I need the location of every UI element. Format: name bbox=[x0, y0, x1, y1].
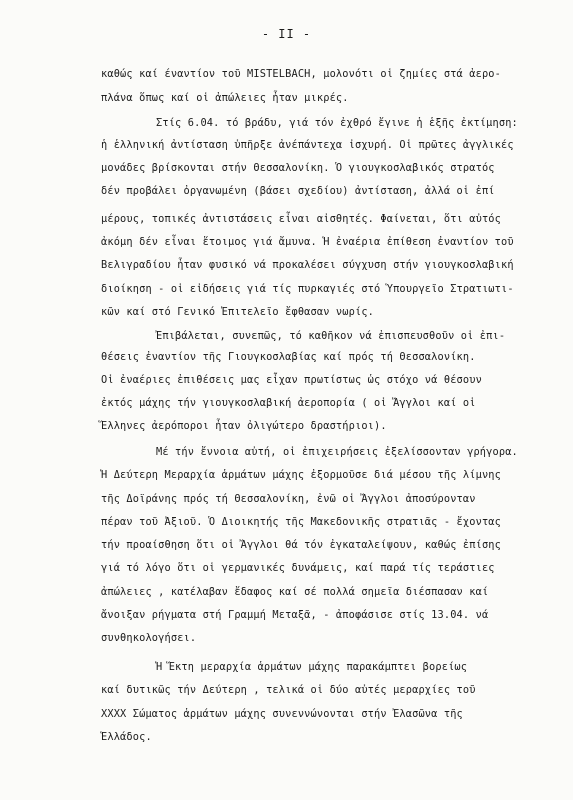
text-line: Ἐπιβάλεται, συνεπῶς, τό καθῆκον νά ἐπισπευσθοῦν οἱ ἐπι- bbox=[156, 330, 506, 342]
text-line: πλάνα ὅπως καί οἱ ἀπώλειες ἦταν μικρές. bbox=[101, 92, 349, 104]
text-line: ἄνοιξαν ρήγματα στή Γραμμή Μεταξᾶ, - ἀποφάσισε στίς 13.04. νά bbox=[101, 609, 489, 621]
text-line: κῶν καί στό Γενικό Ἐπιτελεῖο ἔφθασαν νωρίς. bbox=[101, 306, 375, 318]
text-line: Ἡ Ἕκτη μεραρχία ἁρμάτων μάχης παρακάμπτει βορείως bbox=[156, 661, 468, 673]
text-line: καθώς καί έναντίον τοῦ MISTELBACH, μολονότι οἱ ζημίες στά ἀερο- bbox=[101, 68, 502, 80]
text-line: ἡ ἑλληνική ἀντίσταση ὑπῆρξε ἀνέπάντεχα ἰσχυρή. Οἱ πρῶτες ἀγγλικές bbox=[101, 139, 514, 151]
text-line: γιά τό λόγο ὅτι οἱ γερμανικές δυνάμεις, καί παρά τίς τεράστιες bbox=[101, 562, 495, 574]
text-line: καί δυτικῶς τήν Δεύτερη , τελικά οἱ δύο αὐτές μεραρχίες τοῦ bbox=[101, 684, 476, 696]
text-line: πέραν τοῦ Ἀξιοῦ. Ὁ Διοικητής τῆς Μακεδονικῆς στρατιᾶς - ἔχοντας bbox=[101, 516, 502, 528]
text-line: Μέ τήν ἔννοια αὐτή, οἱ ἐπιχειρήσεις ἐξελίσσονταν γρήγορα. bbox=[156, 446, 518, 458]
text-line: συνθηκολογήσει. bbox=[101, 632, 197, 644]
text-line: ἀκόμη δέν εἶναι ἕτοιμος γιά ἄμυνα. Ἡ ἐναέρια ἐπίθεση ἐναντίον τοῦ bbox=[101, 236, 514, 248]
text-line: τῆς Δοϊράνης πρός τή Θεσσαλονίκη, ἐνῶ οἱ Ἄγγλοι ἀποσύρονταν bbox=[101, 493, 476, 505]
text-line: διοίκηση - οἱ εἰδήσεις γιά τίς πυρκαγιές στό Ὑπουργεῖο Στρατιωτι- bbox=[101, 283, 514, 295]
text-line: ἐκτός μάχης τήν γιουγκοσλαβική ἀεροπορία ( οἱ Ἄγγλοι καί οἱ bbox=[101, 397, 476, 409]
text-line: μέρους, τοπικές ἀντιστάσεις εἶναι αἰσθητές. Φαίνεται, ὅτι αὐτός bbox=[101, 213, 502, 225]
page-number: - II - bbox=[261, 27, 312, 41]
text-line: δέν προβάλει ὀργανωμένη (βάσει σχεδίου) ἀντίσταση, ἀλλά οἱ ἐπί bbox=[101, 185, 495, 197]
text-line: XXXX Σώματος ἁρμάτων μάχης συνεννώνονται στήν Ἐλασῶνα τῆς bbox=[101, 708, 463, 720]
text-line: θέσεις ἐναντίον τῆς Γιουγκοσλαβίας καί πρός τή Θεσσαλονίκη. bbox=[101, 351, 476, 363]
text-line: Οἱ ἐναέριες ἐπιθέσεις μας εἶχαν πρωτίστως ὡς στόχο νά θέσουν bbox=[101, 374, 482, 386]
text-line: μονάδες βρίσκονται στήν Θεσσαλονίκη. Ὁ γιουγκοσλαβικός στρατός bbox=[101, 162, 495, 174]
text-line: Βελιγραδίου ἦταν φυσικό νά προκαλέσει σύγχυση στήν γιουγκοσλαβική bbox=[101, 259, 514, 271]
text-line: ἀπώλειες , κατέλαβαν ἔδαφος καί σέ πολλά σημεῖα διέσπασαν καί bbox=[101, 586, 489, 598]
text-line: Ἡ Δεύτερη Μεραρχία ἁρμάτων μάχης ἐξορμοῦσε διά μέσου τῆς λίμνης bbox=[101, 469, 502, 481]
text-line: τήν προαίσθηση ὅτι οἱ Ἄγγλοι θά τόν ἐγκαταλείψουν, καθώς ἐπίσης bbox=[101, 539, 502, 551]
text-line: Ἕλληνες ἀερόποροι ἦταν ὀλιγώτερο δραστήριοι). bbox=[101, 420, 387, 432]
text-line: Ἑλλάδος. bbox=[101, 731, 152, 743]
text-line: Στίς 6.04. τό βράδυ, γιά τόν ἐχθρό ἔγινε ἡ ἑξῆς ἐκτίμηση: bbox=[156, 117, 518, 129]
